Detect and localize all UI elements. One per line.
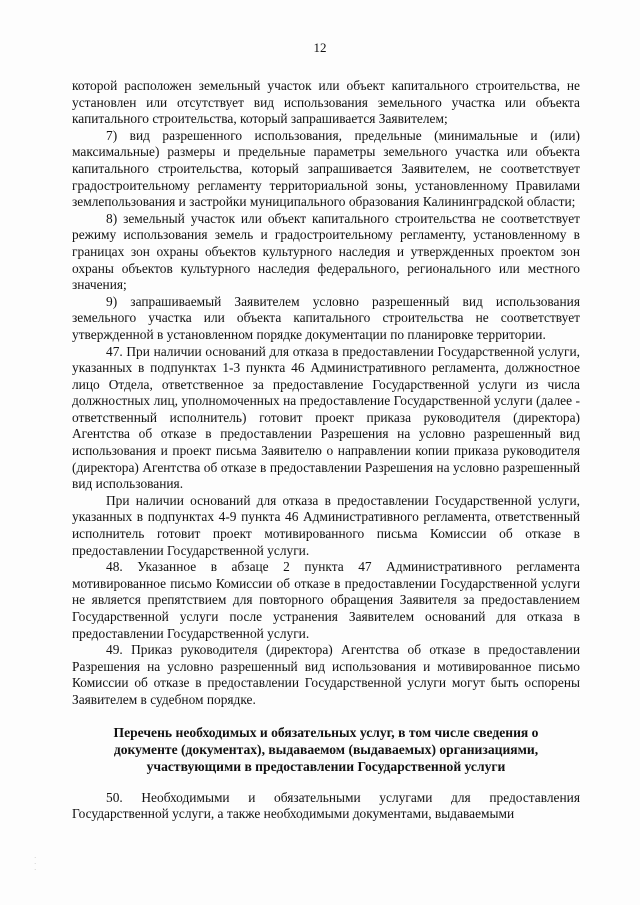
paragraph-continuation: которой расположен земельный участок или объект капитального строительства, не установлен или отсутствует вид использования земельного участка или объекта капитального строительства, который запрашивается Заявителем;: [72, 78, 580, 127]
paragraph-47: 47. При наличии оснований для отказа в предоставлении Государственной услуги, указанных в подпунктах 1-3 пункта 46 Административного регламента, должностное лицо Отдела, ответственное за предоставление Государственной услуги из числа должностных лиц, уполномоченных на предоставление Государственной услуги (далее - ответственный исполнитель) готовит проект приказа руководителя (директора) Агентства об отказе в предоставлении Разрешения на условно разрешенный вид использования и проект письма Заявителю о направлении копии приказа руководителя (директора) Агентства об отказе в предоставлении Разрешения на условно разрешенный вид использования.: [72, 343, 580, 492]
paragraph-47-part-2: При наличии оснований для отказа в предоставлении Государственной услуги, указанных в подпунктах 4-9 пункта 46 Административного регламента, ответственный исполнитель готовит проект мотивированного письма Комиссии об отказе в предоставлении Государственной услуги.: [72, 492, 580, 558]
document-body: [72, 78, 580, 823]
paragraph-item-9: 9) запрашиваемый Заявителем условно разрешенный вид использования земельного участка или объекта капитального строительства не соответствует утвержденной в установленном порядке документации по планировке территории.: [72, 293, 580, 342]
paragraph-item-8: 8) земельный участок или объект капитального строительства не соответствует режиму использования земель и градостроительному регламенту, установленному в границах зон охраны объектов культурного наследия и утвержденных проектом зон охраны объектов культурного наследия федерального, регионального или местного значения;: [72, 210, 580, 293]
paragraph-item-7: 7) вид разрешенного использования, предельные (минимальные и (или) максимальные) размеры и предельные параметры земельного участка или объекта капитального строительства, который запрашивается Заявителем, не соответствует градостроительному регламенту территориальной зоны, установленному Правилами землепользования и застройки муниципального образования Калининградской области;: [72, 127, 580, 210]
paragraph-50: 50. Необходимыми и обязательными услугами для предоставления Государственной услуги, а также необходимыми документами, выдаваемыми: [72, 789, 580, 822]
page-number: 12: [313, 40, 327, 55]
paragraph-49: 49. Приказ руководителя (директора) Агентства об отказе в предоставлении Разрешения на условно разрешенный вид использования и мотивированное письмо Комиссии об отказе в предоставлении Государственной услуги могут быть оспорены Заявителем в судебном порядке.: [72, 642, 580, 707]
paragraph-48: 48. Указанное в абзаце 2 пункта 47 Административного регламента мотивированное письмо Комиссии об отказе в предоставлении Государственной услуги не является препятствием для повторного обращения Заявителя за предоставлением Государственной услуги после устранения Заявителем оснований для отказа в предоставлении Государственной услуги.: [72, 559, 580, 641]
section-heading: Перечень необходимых и обязательных услуг, в том числе сведения о документе (документах), выдаваемом (выдаваемых) организациями, участвующими в предоставлении Государственной услуги: [113, 724, 539, 775]
scan-artifact: · · ·: [34, 854, 37, 874]
